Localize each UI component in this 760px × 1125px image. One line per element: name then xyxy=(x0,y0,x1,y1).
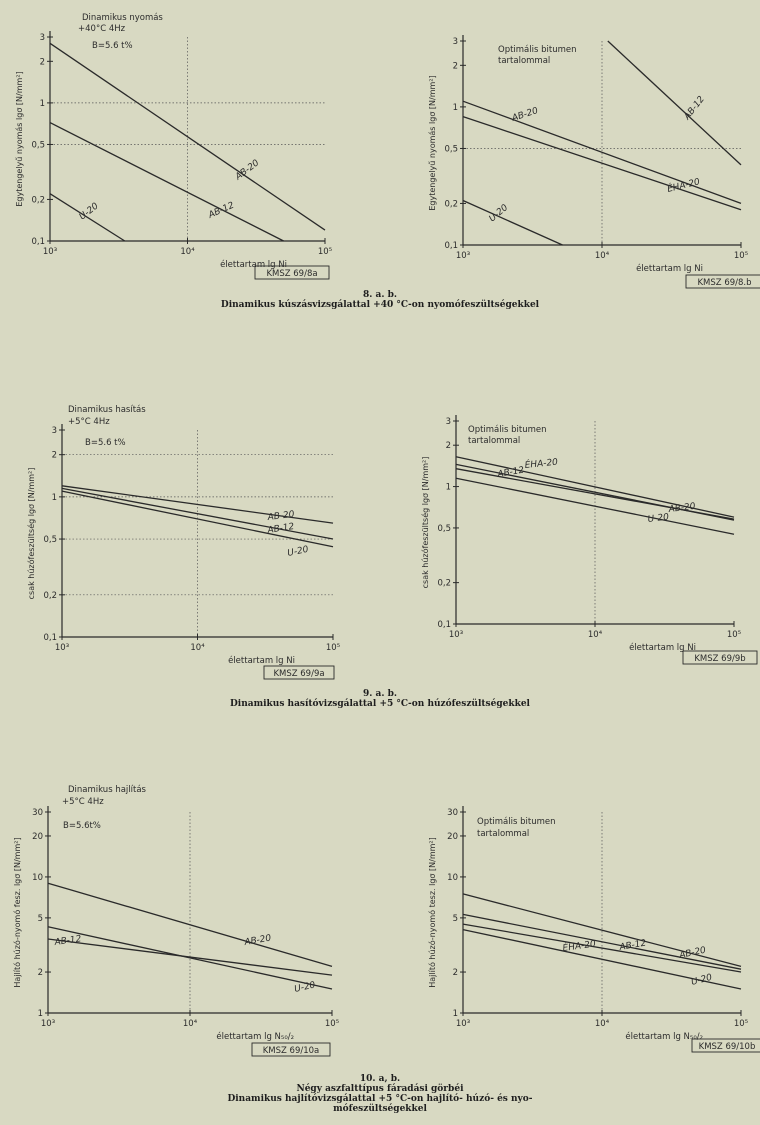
y-tick-label: 20 xyxy=(32,831,43,842)
figure-8-text: Dinamikus kúszásvizsgálattal +40 °C-on nyomófeszültségekkel xyxy=(220,300,540,310)
x-tick-label: 10⁴ xyxy=(190,643,205,653)
x-tick-label: 10³ xyxy=(42,247,58,257)
y-tick-label: 10 xyxy=(32,872,43,883)
x-axis-label: élettartam lg N₅₀/₂ xyxy=(625,1032,703,1042)
series-label: U-20 xyxy=(293,980,317,995)
y-tick-label: 30 xyxy=(32,808,43,818)
chart-annotation: +5°C 4Hz xyxy=(62,797,104,807)
chart-annotation: tartalommal xyxy=(477,829,530,839)
y-tick-label: 0,5 xyxy=(31,140,45,151)
series-label: AB-12 xyxy=(266,521,296,536)
series-label: U-20 xyxy=(487,202,511,225)
x-tick-label: 10³ xyxy=(455,251,471,261)
y-axis-label: csak húzófeszültség lgσ [N/mm²] xyxy=(27,467,36,600)
y-axis-label: csak húzófeszültség lgσ [N/mm²] xyxy=(421,456,430,589)
reference-label: KMSZ 69/8a xyxy=(266,269,318,279)
y-tick-label: 0,2 xyxy=(43,590,57,601)
reference-label: KMSZ 69/10b xyxy=(698,1042,756,1052)
y-tick-label: 0,5 xyxy=(437,523,451,534)
series-label: AB-20 xyxy=(243,933,272,948)
y-tick-label: 0,2 xyxy=(31,195,45,206)
x-tick-label: 10⁵ xyxy=(733,1019,749,1029)
x-tick-label: 10⁴ xyxy=(180,247,195,257)
series-label: U-20 xyxy=(286,544,310,559)
y-tick-label: 0,1 xyxy=(43,633,57,643)
x-tick-label: 10⁴ xyxy=(182,1019,198,1029)
chart-10b xyxy=(380,0,760,1070)
y-tick-label: 0,2 xyxy=(437,578,451,589)
series-line-u-20 xyxy=(48,927,332,989)
x-tick-label: 10⁵ xyxy=(317,247,333,257)
y-tick-label: 3 xyxy=(51,426,57,436)
series-label: U-20 xyxy=(647,512,670,525)
series-label: AB-12 xyxy=(54,934,83,948)
y-tick-label: 1 xyxy=(452,1009,458,1019)
series-label: AB-20 xyxy=(678,945,707,961)
chart-annotation: +5°C 4Hz xyxy=(68,417,110,427)
reference-label: KMSZ 69/9a xyxy=(273,669,325,679)
y-tick-label: 10 xyxy=(447,872,458,883)
chart-annotation: +40°C 4Hz xyxy=(78,24,126,34)
y-tick-label: 0,1 xyxy=(31,237,45,247)
y-tick-label: 0,2 xyxy=(444,199,458,210)
x-axis-label: élettartam lg Ni xyxy=(228,656,295,666)
y-tick-label: 2 xyxy=(37,968,43,979)
y-tick-label: 3 xyxy=(445,417,451,427)
chart-annotation: Dinamikus hajlítás xyxy=(68,785,146,795)
series-label: ÉHA-20 xyxy=(666,177,702,195)
series-label: ÉHA-20 xyxy=(562,939,597,954)
x-tick-label: 10³ xyxy=(40,1019,56,1029)
series-label: ÉHA-20 xyxy=(524,457,559,471)
chart-annotation: B=5.6 t% xyxy=(92,41,133,51)
x-tick-label: 10⁵ xyxy=(325,643,341,653)
y-tick-label: 0,1 xyxy=(444,241,458,251)
x-tick-label: 10⁵ xyxy=(733,251,749,261)
chart-annotation: Dinamikus nyomás xyxy=(82,13,163,23)
y-tick-label: 3 xyxy=(39,33,45,43)
y-axis-label: Egytengelyű nyomás lgσ [N/mm²] xyxy=(428,75,437,211)
y-tick-label: 2 xyxy=(452,61,458,72)
series-label: AB-20 xyxy=(233,158,262,183)
y-tick-label: 2 xyxy=(39,57,45,68)
y-tick-label: 0,5 xyxy=(444,144,458,155)
y-axis-label: Egytengelyű nyomás lgσ [N/mm²] xyxy=(15,71,24,207)
series-label: AB-12 xyxy=(496,465,525,480)
figure-10-line3: mófeszültségekkel xyxy=(333,1104,427,1114)
chart-annotation: Optimális bitumen xyxy=(477,817,556,827)
y-tick-label: 0,1 xyxy=(437,620,451,630)
y-tick-label: 2 xyxy=(51,450,57,461)
chart-annotation: Optimális bitumen xyxy=(468,425,547,435)
y-tick-label: 2 xyxy=(445,441,451,452)
x-tick-label: 10⁴ xyxy=(594,251,610,261)
series-line-ab-12 xyxy=(463,914,741,969)
series-line-ab-20 xyxy=(48,883,332,966)
reference-label: KMSZ 69/9b xyxy=(694,654,746,664)
x-tick-label: 10³ xyxy=(448,630,464,640)
y-tick-label: 1 xyxy=(51,492,57,503)
x-tick-label: 10³ xyxy=(455,1019,471,1029)
series-label: AB-20 xyxy=(668,501,697,515)
series-label: AB-20 xyxy=(510,106,540,124)
y-tick-label: 2 xyxy=(452,968,458,979)
y-tick-label: 1 xyxy=(37,1009,43,1019)
chart-10a xyxy=(0,0,380,1070)
figure-10-line2: Dinamikus hajlítóvizsgálattal +5 °C-on hajlító- húzó- és nyo- xyxy=(227,1094,533,1104)
x-tick-label: 10⁴ xyxy=(594,1019,610,1029)
series-label: AB-12 xyxy=(682,94,707,122)
x-axis-label: élettartam lg N₅₀/₂ xyxy=(216,1032,294,1042)
figure-10-caption xyxy=(0,1074,760,1114)
chart-annotation: tartalommal xyxy=(498,56,551,66)
chart-annotation: Dinamikus hasítás xyxy=(68,405,146,415)
figure-10-number: 10. a, b. xyxy=(359,1074,401,1084)
chart-annotation: B=5.6t% xyxy=(63,821,101,831)
chart-annotation: B=5.6 t% xyxy=(85,438,126,448)
y-axis-label: Hajlító húzó-nyomó fesz. lgσ [N/mm²] xyxy=(13,837,22,988)
x-tick-label: 10⁴ xyxy=(587,630,603,640)
y-tick-label: 30 xyxy=(447,808,458,818)
x-tick-label: 10³ xyxy=(54,643,70,653)
y-axis-label: Hajlító húzó-nyomó tesz. lgσ [N/mm²] xyxy=(428,837,437,988)
reference-label: KMSZ 69/8.b xyxy=(697,278,752,288)
y-tick-label: 20 xyxy=(447,831,458,842)
series-label: AB-12 xyxy=(207,200,236,221)
y-tick-label: 5 xyxy=(452,913,458,924)
figure-10-line1: Négy aszfalttípus fáradási görbéi xyxy=(296,1084,464,1094)
figure-9-text: Dinamikus hasítóvizsgálattal +5 °C-on húzófeszültségekkel xyxy=(230,699,530,709)
series-label: U-20 xyxy=(690,972,714,988)
series-label: AB-12 xyxy=(618,938,647,953)
chart-annotation: Optimális bitumen xyxy=(498,45,577,55)
x-tick-label: 10⁵ xyxy=(726,630,742,640)
y-tick-label: 1 xyxy=(445,482,451,493)
figure-9-number: 9. a. b. xyxy=(362,689,398,699)
x-axis-label: élettartam lg Ni xyxy=(220,260,287,270)
x-axis-label: élettartam lg Ni xyxy=(629,643,696,653)
y-tick-label: 5 xyxy=(37,913,43,924)
x-tick-label: 10⁵ xyxy=(324,1019,340,1029)
series-label: U-20 xyxy=(77,201,101,223)
chart-annotation: tartalommal xyxy=(468,436,521,446)
y-tick-label: 3 xyxy=(452,37,458,47)
figure-8-number: 8. a. b. xyxy=(362,290,398,300)
reference-label: KMSZ 69/10a xyxy=(262,1046,320,1056)
y-tick-label: 0,5 xyxy=(43,535,57,546)
y-tick-label: 1 xyxy=(39,98,45,109)
x-axis-label: élettartam lg Ni xyxy=(636,264,703,274)
y-tick-label: 1 xyxy=(452,102,458,113)
series-label: AB-20 xyxy=(267,509,296,523)
